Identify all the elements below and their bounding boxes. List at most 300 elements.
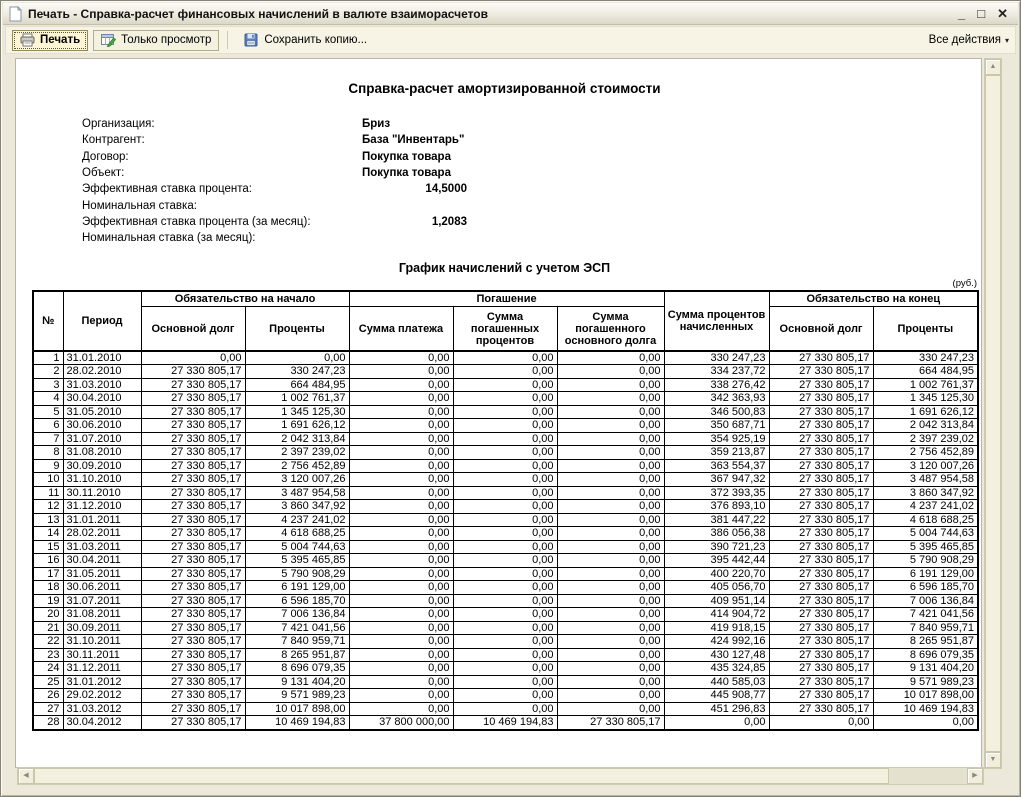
table-cell: 7 006 136,84: [245, 608, 349, 622]
table-cell: 0,00: [453, 392, 557, 406]
table-cell: 27 330 805,17: [769, 581, 873, 595]
table-cell: 0,00: [557, 621, 664, 635]
table-cell: 5 004 744,63: [873, 527, 978, 541]
table-row: [33, 432, 978, 446]
table-cell: 0,00: [349, 540, 453, 554]
table-cell: 0,00: [141, 351, 245, 365]
table-cell: 27 330 805,17: [769, 513, 873, 527]
toolbar: [5, 26, 1016, 54]
table-cell: 27 330 805,17: [769, 635, 873, 649]
table-cell: 381 447,22: [664, 513, 769, 527]
table-cell: 3 487 954,58: [873, 473, 978, 487]
table-cell: 10 469 194,83: [245, 716, 349, 730]
table-cell: 10: [33, 473, 63, 487]
table-cell: 19: [33, 594, 63, 608]
table-cell: 27 330 805,17: [141, 432, 245, 446]
printer-icon: [20, 33, 35, 47]
field-value: Бриз: [362, 118, 391, 131]
table-cell: 6 191 129,00: [873, 567, 978, 581]
table-row: [33, 675, 978, 689]
table-cell: 27 330 805,17: [141, 419, 245, 433]
table-row: [33, 689, 978, 703]
table-cell: 27 330 805,17: [141, 513, 245, 527]
table-cell: 0,00: [349, 446, 453, 460]
table-cell: 0,00: [557, 419, 664, 433]
table-cell: 0,00: [349, 662, 453, 676]
table-cell: 0,00: [453, 365, 557, 379]
table-cell: 0,00: [349, 594, 453, 608]
table-cell: 27 330 805,17: [769, 648, 873, 662]
table-row: [33, 351, 978, 365]
table-cell: 27 330 805,17: [769, 554, 873, 568]
table-cell: 28.02.2011: [63, 527, 141, 541]
table-cell: 0,00: [349, 432, 453, 446]
col-header-principal-end: Основной долг: [769, 307, 873, 351]
table-cell: 0,00: [453, 500, 557, 514]
table-cell: 414 904,72: [664, 608, 769, 622]
table-cell: 29.02.2012: [63, 689, 141, 703]
table-cell: 0,00: [349, 419, 453, 433]
table-cell: 31.03.2012: [63, 702, 141, 716]
table-cell: 0,00: [557, 513, 664, 527]
table-cell: 390 721,23: [664, 540, 769, 554]
table-cell: 0,00: [557, 594, 664, 608]
table-cell: 0,00: [557, 675, 664, 689]
table-cell: 8 696 079,35: [245, 662, 349, 676]
window-title: Печать - Справка-расчет финансовых начислений в валюте взаиморасчетов: [28, 6, 489, 21]
report-document: [15, 58, 982, 768]
table-cell: 28: [33, 716, 63, 730]
table-row: [33, 702, 978, 716]
table-cell: 27: [33, 702, 63, 716]
table-cell: 4 618 688,25: [873, 513, 978, 527]
table-cell: 27 330 805,17: [141, 608, 245, 622]
table-cell: 9 131 404,20: [873, 662, 978, 676]
table-cell: 3 120 007,26: [873, 459, 978, 473]
maximize-button[interactable]: □: [977, 6, 986, 21]
table-cell: 0,00: [349, 675, 453, 689]
save-icon: [244, 33, 259, 47]
table-cell: 27 330 805,17: [769, 594, 873, 608]
table-cell: 0,00: [349, 473, 453, 487]
table-cell: 0,00: [349, 459, 453, 473]
table-cell: 0,00: [349, 351, 453, 365]
table-cell: 31.01.2012: [63, 675, 141, 689]
table-cell: 0,00: [557, 473, 664, 487]
table-cell: 6 596 185,70: [873, 581, 978, 595]
report-field-row: [82, 197, 981, 213]
table-cell: 0,00: [557, 567, 664, 581]
table-row: [33, 473, 978, 487]
table-cell: 0,00: [453, 459, 557, 473]
field-value: Покупка товара: [362, 167, 451, 180]
table-cell: 405 056,70: [664, 581, 769, 595]
view-only-button[interactable]: [93, 30, 219, 51]
toolbar-separator: [227, 31, 228, 49]
scroll-left-button[interactable]: ◀: [18, 768, 34, 784]
table-cell: 25: [33, 675, 63, 689]
table-cell: 20: [33, 608, 63, 622]
table-cell: 0,00: [245, 351, 349, 365]
table-cell: 27 330 805,17: [141, 567, 245, 581]
schedule-table: [32, 290, 979, 731]
table-cell: 7 840 959,71: [245, 635, 349, 649]
table-cell: 350 687,71: [664, 419, 769, 433]
table-cell: 386 056,38: [664, 527, 769, 541]
table-row: [33, 513, 978, 527]
table-row: [33, 486, 978, 500]
table-cell: 0,00: [349, 513, 453, 527]
table-cell: 0,00: [349, 554, 453, 568]
table-cell: 27 330 805,17: [769, 486, 873, 500]
table-cell: 0,00: [557, 392, 664, 406]
table-cell: 27 330 805,17: [141, 365, 245, 379]
table-cell: 0,00: [557, 702, 664, 716]
table-cell: 27 330 805,17: [769, 540, 873, 554]
col-header-interest-accrued: Сумма процентов начисленных: [664, 291, 769, 351]
col-header-paid-interest: Сумма погашенных процентов: [453, 307, 557, 351]
table-cell: 31.08.2011: [63, 608, 141, 622]
print-button-label: Печать: [40, 34, 81, 46]
table-cell: 26: [33, 689, 63, 703]
table-cell: 395 442,44: [664, 554, 769, 568]
table-cell: 338 276,42: [664, 378, 769, 392]
table-cell: 334 237,72: [664, 365, 769, 379]
table-cell: 31.01.2010: [63, 351, 141, 365]
table-cell: 451 296,83: [664, 702, 769, 716]
currency-note: (руб.): [952, 278, 977, 290]
table-cell: 27 330 805,17: [141, 648, 245, 662]
scroll-down-button[interactable]: ▼: [985, 752, 1001, 768]
close-button[interactable]: ✕: [997, 6, 1008, 21]
table-cell: 27 330 805,17: [141, 500, 245, 514]
table-cell: 0,00: [557, 662, 664, 676]
group-header-begin: Обязательство на начало: [141, 291, 349, 307]
table-cell: 440 585,03: [664, 675, 769, 689]
table-cell: 0,00: [349, 689, 453, 703]
table-cell: 2 397 239,02: [873, 432, 978, 446]
field-label: Организация:: [82, 118, 155, 131]
table-cell: 0,00: [349, 486, 453, 500]
table-cell: 372 393,35: [664, 486, 769, 500]
table-cell: 31.05.2010: [63, 405, 141, 419]
field-label: Номинальная ставка:: [82, 199, 197, 212]
field-value: 1,2083: [431, 215, 467, 228]
table-cell: 27 330 805,17: [769, 608, 873, 622]
table-cell: 0,00: [557, 527, 664, 541]
table-cell: 27 330 805,17: [769, 419, 873, 433]
field-label: Договор:: [82, 150, 129, 163]
table-cell: 354 925,19: [664, 432, 769, 446]
table-cell: 31.07.2011: [63, 594, 141, 608]
table-cell: 24: [33, 662, 63, 676]
field-label: Объект:: [82, 167, 125, 180]
table-cell: 0,00: [349, 567, 453, 581]
table-cell: 0,00: [557, 608, 664, 622]
field-label: Номинальная ставка (за месяц):: [82, 232, 256, 245]
table-row: [33, 581, 978, 595]
vertical-scrollbar[interactable]: [984, 58, 1002, 769]
table-cell: 0,00: [557, 540, 664, 554]
report-field-row: [82, 132, 981, 148]
table-cell: 0,00: [349, 378, 453, 392]
table-row: [33, 567, 978, 581]
table-cell: 0,00: [557, 351, 664, 365]
table-cell: 13: [33, 513, 63, 527]
table-cell: 23: [33, 648, 63, 662]
table-cell: 1 691 626,12: [245, 419, 349, 433]
table-cell: 330 247,23: [664, 351, 769, 365]
table-cell: 30.06.2010: [63, 419, 141, 433]
group-header-end: Обязательство на конец: [769, 291, 978, 307]
table-cell: 27 330 805,17: [769, 500, 873, 514]
table-cell: 5 395 465,85: [873, 540, 978, 554]
table-cell: 0,00: [349, 405, 453, 419]
table-row: [33, 608, 978, 622]
horizontal-scrollbar-thumb[interactable]: [34, 768, 889, 784]
table-cell: 664 484,95: [245, 378, 349, 392]
table-cell: 0,00: [557, 581, 664, 595]
table-cell: 0,00: [349, 581, 453, 595]
report-field-row: [82, 165, 981, 181]
table-cell: 27 330 805,17: [141, 662, 245, 676]
table-cell: 0,00: [453, 513, 557, 527]
table-cell: 424 992,16: [664, 635, 769, 649]
table-cell: 30.04.2012: [63, 716, 141, 730]
field-label: Эффективная ставка процента (за месяц):: [82, 215, 311, 228]
table-cell: 6 191 129,00: [245, 581, 349, 595]
report-field-row: [82, 181, 981, 197]
schedule-table-header: [33, 291, 978, 351]
table-cell: 31.03.2011: [63, 540, 141, 554]
titlebar: [3, 3, 1018, 25]
table-cell: 27 330 805,17: [769, 432, 873, 446]
table-cell: 664 484,95: [873, 365, 978, 379]
col-header-principal-begin: Основной долг: [141, 307, 245, 351]
table-cell: 27 330 805,17: [141, 378, 245, 392]
table-cell: 0,00: [453, 594, 557, 608]
table-cell: 4: [33, 392, 63, 406]
table-cell: 27 330 805,17: [141, 594, 245, 608]
table-cell: 27 330 805,17: [141, 459, 245, 473]
view-only-icon: [101, 33, 116, 47]
table-cell: 28.02.2010: [63, 365, 141, 379]
minimize-button[interactable]: _: [958, 6, 966, 21]
table-cell: 27 330 805,17: [769, 473, 873, 487]
save-copy-button[interactable]: [236, 30, 375, 51]
table-cell: 0,00: [453, 608, 557, 622]
table-cell: 27 330 805,17: [769, 567, 873, 581]
table-cell: 0,00: [453, 540, 557, 554]
table-cell: 0,00: [873, 716, 978, 730]
table-cell: 27 330 805,17: [141, 554, 245, 568]
table-cell: 27 330 805,17: [141, 621, 245, 635]
table-cell: 27 330 805,17: [769, 662, 873, 676]
table-cell: 0,00: [453, 554, 557, 568]
table-cell: 27 330 805,17: [769, 459, 873, 473]
table-cell: 0,00: [453, 662, 557, 676]
table-cell: 0,00: [349, 527, 453, 541]
table-cell: 11: [33, 486, 63, 500]
table-cell: 2: [33, 365, 63, 379]
table-cell: 0,00: [349, 500, 453, 514]
table-cell: 27 330 805,17: [769, 351, 873, 365]
col-header-interest-begin: Проценты: [245, 307, 349, 351]
table-cell: 0,00: [349, 635, 453, 649]
report-title: Справка-расчет амортизированной стоимости: [348, 81, 661, 96]
table-cell: 4 237 241,02: [873, 500, 978, 514]
table-cell: 2 756 452,89: [245, 459, 349, 473]
table-cell: 3 120 007,26: [245, 473, 349, 487]
table-cell: 0,00: [453, 675, 557, 689]
table-cell: 27 330 805,17: [769, 689, 873, 703]
table-cell: 27 330 805,17: [141, 675, 245, 689]
table-row: [33, 419, 978, 433]
table-row: [33, 621, 978, 635]
table-cell: 400 220,70: [664, 567, 769, 581]
table-cell: 1 002 761,37: [245, 392, 349, 406]
table-cell: 17: [33, 567, 63, 581]
table-cell: 0,00: [557, 446, 664, 460]
table-cell: 7 421 041,56: [873, 608, 978, 622]
table-cell: 5 790 908,29: [873, 554, 978, 568]
table-cell: 27 330 805,17: [141, 392, 245, 406]
table-cell: 27 330 805,17: [141, 540, 245, 554]
table-cell: 27 330 805,17: [141, 446, 245, 460]
table-cell: 0,00: [557, 459, 664, 473]
table-cell: 0,00: [557, 378, 664, 392]
table-cell: 30.09.2011: [63, 621, 141, 635]
table-cell: 0,00: [349, 621, 453, 635]
table-cell: 0,00: [349, 648, 453, 662]
table-cell: 27 330 805,17: [141, 486, 245, 500]
table-cell: 3 860 347,92: [873, 486, 978, 500]
report-field-row: [82, 149, 981, 165]
table-cell: 4 237 241,02: [245, 513, 349, 527]
table-cell: 30.09.2010: [63, 459, 141, 473]
table-row: [33, 540, 978, 554]
table-cell: 27 330 805,17: [141, 716, 245, 730]
table-cell: 31.05.2011: [63, 567, 141, 581]
table-cell: 0,00: [349, 702, 453, 716]
table-cell: 342 363,93: [664, 392, 769, 406]
table-cell: 0,00: [664, 716, 769, 730]
table-cell: 0,00: [557, 554, 664, 568]
scroll-right-button[interactable]: ▶: [967, 768, 983, 784]
table-cell: 27 330 805,17: [141, 473, 245, 487]
table-cell: 30.04.2011: [63, 554, 141, 568]
table-cell: 359 213,87: [664, 446, 769, 460]
table-cell: 0,00: [453, 378, 557, 392]
horizontal-scrollbar[interactable]: [17, 767, 984, 785]
table-cell: 9: [33, 459, 63, 473]
table-cell: 30.06.2011: [63, 581, 141, 595]
table-cell: 31.10.2010: [63, 473, 141, 487]
table-row: [33, 527, 978, 541]
report-fields: [82, 116, 981, 246]
table-cell: 27 330 805,17: [769, 405, 873, 419]
table-row: [33, 405, 978, 419]
table-cell: 8: [33, 446, 63, 460]
table-cell: 7: [33, 432, 63, 446]
table-cell: 2 756 452,89: [873, 446, 978, 460]
table-cell: 409 951,14: [664, 594, 769, 608]
report-field-row: [82, 230, 981, 246]
table-cell: 0,00: [349, 392, 453, 406]
report-field-row: [82, 214, 981, 230]
table-cell: 346 500,83: [664, 405, 769, 419]
schedule-title: График начислений с учетом ЭСП: [398, 261, 611, 276]
table-cell: 31.10.2011: [63, 635, 141, 649]
table-cell: 6: [33, 419, 63, 433]
table-cell: 27 330 805,17: [769, 527, 873, 541]
table-cell: 31.07.2010: [63, 432, 141, 446]
col-header-period: Период: [63, 291, 141, 351]
print-button[interactable]: [12, 30, 88, 51]
vertical-scrollbar-thumb[interactable]: [985, 75, 1001, 752]
table-cell: 3 487 954,58: [245, 486, 349, 500]
table-cell: 0,00: [453, 648, 557, 662]
table-cell: 363 554,37: [664, 459, 769, 473]
table-cell: 5 790 908,29: [245, 567, 349, 581]
table-cell: 27 330 805,17: [769, 675, 873, 689]
view-only-button-label: Только просмотр: [121, 34, 212, 46]
table-cell: 0,00: [557, 689, 664, 703]
table-cell: 0,00: [557, 405, 664, 419]
group-header-repayment: Погашение: [349, 291, 664, 307]
table-cell: 330 247,23: [245, 365, 349, 379]
table-cell: 0,00: [453, 486, 557, 500]
table-cell: 12: [33, 500, 63, 514]
document-icon: [9, 6, 22, 22]
table-cell: 9 571 989,23: [245, 689, 349, 703]
table-cell: 10 469 194,83: [873, 702, 978, 716]
table-cell: 0,00: [349, 608, 453, 622]
save-copy-button-label: Сохранить копию...: [264, 34, 368, 46]
table-cell: 0,00: [349, 365, 453, 379]
table-cell: 0,00: [453, 702, 557, 716]
table-cell: 27 330 805,17: [141, 702, 245, 716]
all-actions-button[interactable]: [929, 34, 1009, 46]
table-cell: 8 696 079,35: [873, 648, 978, 662]
table-cell: 0,00: [453, 473, 557, 487]
table-cell: 0,00: [453, 621, 557, 635]
table-cell: 7 006 136,84: [873, 594, 978, 608]
table-cell: 0,00: [557, 500, 664, 514]
table-cell: 419 918,15: [664, 621, 769, 635]
report-field-row: [82, 116, 981, 132]
table-cell: 0,00: [557, 365, 664, 379]
table-cell: 0,00: [453, 689, 557, 703]
table-row: [33, 648, 978, 662]
table-cell: 0,00: [557, 486, 664, 500]
table-cell: 0,00: [453, 351, 557, 365]
table-cell: 21: [33, 621, 63, 635]
table-cell: 27 330 805,17: [141, 689, 245, 703]
table-cell: 10 017 898,00: [245, 702, 349, 716]
table-cell: 27 330 805,17: [769, 702, 873, 716]
table-row: [33, 635, 978, 649]
table-row: [33, 459, 978, 473]
table-cell: 0,00: [453, 432, 557, 446]
table-cell: 2 397 239,02: [245, 446, 349, 460]
table-cell: 1: [33, 351, 63, 365]
scroll-up-button[interactable]: ▲: [985, 59, 1001, 75]
table-cell: 7 840 959,71: [873, 621, 978, 635]
table-cell: 31.12.2011: [63, 662, 141, 676]
table-cell: 7 421 041,56: [245, 621, 349, 635]
table-cell: 27 330 805,17: [141, 635, 245, 649]
